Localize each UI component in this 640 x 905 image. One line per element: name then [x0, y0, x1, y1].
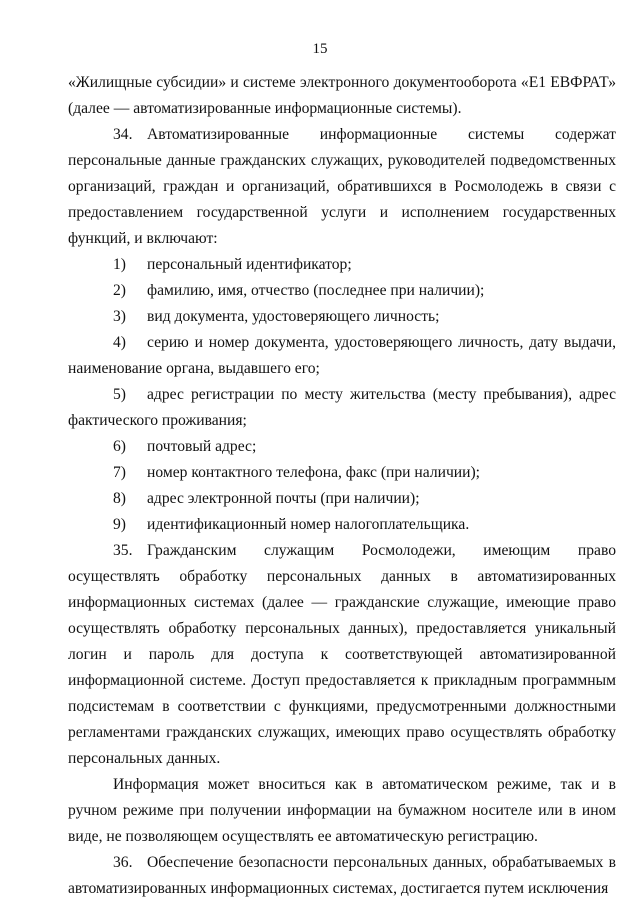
paragraph-text: вид документа, удостоверяющего личность; — [147, 308, 440, 325]
paragraph-text: «Жилищные субсидии» и системе электронного документооборота «Е1 ЕВФРАТ» (далее — автоматизированные информационные системы). — [68, 74, 616, 117]
paragraph — [68, 772, 616, 850]
item-number: 1) — [113, 256, 126, 273]
list-item — [68, 434, 616, 460]
list-item — [68, 330, 616, 382]
list-item — [68, 304, 616, 330]
item-number: 4) — [113, 334, 126, 351]
item-number: 2) — [113, 282, 126, 299]
item-number: 35. — [113, 542, 133, 559]
item-number: 8) — [113, 490, 126, 507]
paragraph-text: фамилию, имя, отчество (последнее при наличии); — [147, 282, 485, 299]
item-number: 9) — [113, 516, 126, 533]
item-number: 5) — [113, 386, 126, 403]
numbered-paragraph — [68, 850, 616, 902]
paragraph-text: номер контактного телефона, факс (при наличии); — [147, 464, 481, 481]
list-item — [68, 512, 616, 538]
item-number: 7) — [113, 464, 126, 481]
item-number: 36. — [113, 854, 133, 871]
list-item — [68, 382, 616, 434]
item-number: 3) — [113, 308, 126, 325]
numbered-paragraph — [68, 538, 616, 772]
list-item — [68, 460, 616, 486]
list-item — [68, 278, 616, 304]
paragraph-text: Гражданским служащим Росмолодежи, имеющим право осуществлять обработку персональных данных в автоматизированных информационных системах (далее — гражданские служащие, имеющие право осуществлять обработку персональных данных), предоставляется уникальный логин и пароль для доступа к соответствующей автоматизированной информационной системе. Доступ предоставляется к прикладным программным подсистемам в соответствии с функциями, предусмотренными должностными регламентами гражданских служащих, имеющих право осуществлять обработку персональных данных. — [68, 542, 616, 767]
paragraph-text: адрес регистрации по месту жительства (месту пребывания), адрес фактического проживания; — [68, 386, 616, 429]
list-item — [68, 252, 616, 278]
paragraph-text: Обеспечение безопасности персональных данных, обрабатываемых в автоматизированных информационных системах, достигается путем исключения — [68, 854, 616, 897]
page-number: 15 — [312, 41, 328, 57]
item-number: 34. — [113, 126, 133, 143]
item-number: 6) — [113, 438, 126, 455]
paragraph-text: Информация может вноситься как в автоматическом режиме, так и в ручном режиме при получении информации на бумажном носителе или в ином виде, не позволяющем осуществлять ее автоматическую регистрацию. — [68, 776, 616, 845]
paragraph-text: Автоматизированные информационные системы содержат персональные данные гражданских служащих, руководителей подведомственных организаций, граждан и организаций, обратившихся в Росмолодежь в связи с предоставлением государственной услуги и исполнением государственных функций, и включают: — [68, 126, 616, 247]
paragraph-text: почтовый адрес; — [147, 438, 257, 455]
paragraph-text: серию и номер документа, удостоверяющего личность, дату выдачи, наименование органа, выдавшего его; — [68, 334, 616, 377]
document-body — [68, 70, 616, 902]
paragraph-text: адрес электронной почты (при наличии); — [147, 490, 420, 507]
paragraph — [68, 70, 616, 122]
numbered-paragraph — [68, 122, 616, 252]
paragraph-text: персональный идентификатор; — [147, 256, 352, 273]
list-item — [68, 486, 616, 512]
paragraph-text: идентификационный номер налогоплательщика. — [147, 516, 470, 533]
